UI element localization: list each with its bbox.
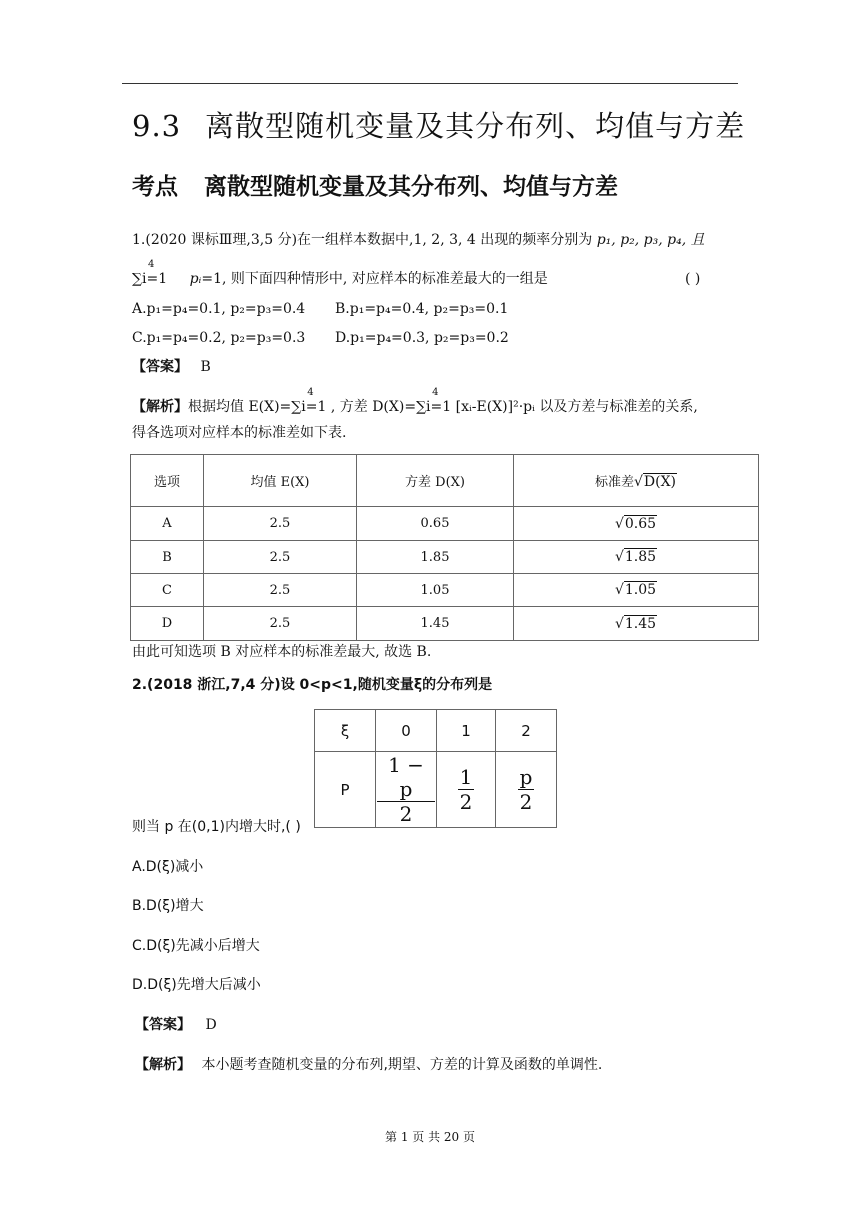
- q2-stem: 2.(2018 浙江,7,4 分)设 0<p<1,随机变量ξ的分布列是: [132, 677, 493, 693]
- th-std-radicand: D(X): [643, 474, 677, 490]
- analysis-text2: , 方差 D(X)=: [326, 399, 417, 415]
- cell-std: [514, 541, 759, 574]
- table-row: [131, 574, 759, 607]
- q1-option-b: B.p₁=p₄=0.4, p₂=p₃=0.1: [335, 301, 509, 317]
- section-title: 离散型随机变量及其分布列、均值与方差: [205, 109, 746, 143]
- answer-label: 【答案】: [132, 359, 188, 375]
- distribution-table: [314, 709, 557, 828]
- std-table: [130, 454, 759, 641]
- q2-answer: [135, 1016, 217, 1034]
- cell-mean: 2.5: [204, 574, 357, 607]
- std-radicand: 1.85: [624, 549, 657, 565]
- q2-option-d: D.D(ξ)先增大后减小: [132, 977, 261, 993]
- q2-option-b: B.D(ξ)增大: [132, 898, 204, 914]
- q1-analysis-line2: 得各选项对应样本的标准差如下表.: [132, 425, 347, 441]
- page-title: [132, 104, 745, 145]
- cell-std: [514, 607, 759, 641]
- fraction: [518, 765, 535, 814]
- cell-variance: 1.05: [357, 574, 514, 607]
- answer-label: 【答案】: [135, 1017, 191, 1033]
- q1-stem-text2: =1, 则下面四种情形中, 对应样本的标准差最大的一组是: [201, 271, 548, 287]
- cell-variance: 1.85: [357, 541, 514, 574]
- q2-option-c: C.D(ξ)先减小后增大: [132, 938, 260, 954]
- table-row: [131, 607, 759, 641]
- header-rule: [122, 83, 738, 84]
- analysis-label: 【解析】: [132, 399, 188, 415]
- dist-xi: ξ: [315, 710, 376, 752]
- fraction: [458, 765, 475, 814]
- table-row: [131, 541, 759, 574]
- dist-p-label: P: [315, 752, 376, 828]
- q1-answer: [132, 358, 211, 376]
- sqrt-symbol: √1.85: [614, 549, 657, 565]
- dist-header-row: [315, 710, 557, 752]
- topic-text: 离散型随机变量及其分布列、均值与方差: [204, 174, 618, 200]
- q2-analysis: [135, 1056, 602, 1074]
- dist-prob: [437, 752, 496, 828]
- th-option: 选项: [131, 455, 204, 507]
- frac-den: 2: [399, 802, 413, 826]
- std-radicand: 1.45: [624, 615, 657, 632]
- fraction: [377, 753, 435, 826]
- cell-mean: 2.5: [204, 541, 357, 574]
- var-sum: [416, 387, 452, 416]
- q1-conclusion: 由此可知选项 B 对应样本的标准差最大, 故选 B.: [132, 644, 432, 660]
- frac-den: 2: [459, 790, 473, 814]
- pi-var: pᵢ: [189, 271, 202, 287]
- frac-num: p: [519, 765, 533, 789]
- th-std: [514, 455, 759, 507]
- sum-sign: ∑i=1: [416, 399, 452, 415]
- q1-stem-vars: p₁, p₂, p₃, p₄, 且: [596, 232, 705, 248]
- cell-variance: 1.45: [357, 607, 514, 641]
- th-variance: 方差 D(X): [357, 455, 514, 507]
- frac-den: 2: [519, 790, 533, 814]
- sqrt-symbol: √0.65: [614, 515, 657, 532]
- cell-option: A: [131, 507, 204, 541]
- dist-value: 1: [437, 710, 496, 752]
- dist-prob: [496, 752, 557, 828]
- topic-heading: [132, 168, 618, 201]
- sum-sign: ∑i=1: [132, 271, 168, 287]
- cell-option: C: [131, 574, 204, 607]
- frac-num: 1 − p: [377, 753, 435, 802]
- cell-option: D: [131, 607, 204, 641]
- q1-stem-line2: [132, 259, 548, 288]
- dist-prob: [376, 752, 437, 828]
- answer-value: B: [200, 359, 211, 375]
- table-header-row: [131, 455, 759, 507]
- sqrt-symbol: √1.45: [614, 615, 657, 632]
- dist-prob-row: [315, 752, 557, 828]
- table-row: [131, 507, 759, 541]
- analysis-text: 本小题考查随机变量的分布列,期望、方差的计算及函数的单调性.: [201, 1057, 603, 1073]
- cell-std: [514, 507, 759, 541]
- sum-upper: 4: [307, 387, 314, 398]
- section-number: 9.3: [132, 109, 182, 143]
- cell-mean: 2.5: [204, 507, 357, 541]
- topic-key: 考点: [132, 174, 178, 200]
- sum-upper: 4: [432, 387, 439, 398]
- cell-std: [514, 574, 759, 607]
- analysis-label: 【解析】: [135, 1057, 191, 1073]
- q1-stem-text: 1.(2020 课标Ⅲ理,3,5 分)在一组样本数据中,1, 2, 3, 4 出现的频率分别为: [132, 232, 593, 248]
- cell-mean: 2.5: [204, 607, 357, 641]
- q1-paren: ( ): [685, 271, 701, 287]
- q1-analysis-line1: [132, 387, 698, 416]
- std-radicand: 0.65: [624, 515, 657, 532]
- cell-variance: 0.65: [357, 507, 514, 541]
- q1-option-d: D.p₁=p₄=0.3, p₂=p₃=0.2: [335, 330, 509, 346]
- q2-question: 则当 p 在(0,1)内增大时,( ): [132, 819, 301, 835]
- q2-option-a: A.D(ξ)减小: [132, 859, 204, 875]
- q1-option-a: A.p₁=p₄=0.1, p₂=p₃=0.4: [132, 301, 306, 317]
- analysis-text3: [xᵢ-E(X)]²·pᵢ 以及方差与标准差的关系,: [451, 399, 698, 415]
- page-footer: 第 1 页 共 20 页: [385, 1130, 475, 1144]
- th-std-label: 标准差: [594, 475, 634, 490]
- th-mean: 均值 E(X): [204, 455, 357, 507]
- sum-sign: ∑i=1: [291, 399, 327, 415]
- sqrt-symbol: √1.05: [614, 582, 657, 598]
- std-radicand: 1.05: [624, 582, 657, 598]
- q1-option-c: C.p₁=p₄=0.2, p₂=p₃=0.3: [132, 330, 306, 346]
- sqrt-symbol: √D(X): [633, 474, 677, 490]
- q1-stem-line1: [132, 231, 705, 249]
- dist-value: 0: [376, 710, 437, 752]
- dist-value: 2: [496, 710, 557, 752]
- mean-sum: [291, 387, 327, 416]
- sum-upper: 4: [148, 259, 155, 270]
- frac-num: 1: [459, 765, 473, 789]
- analysis-text1: 根据均值 E(X)=: [188, 399, 292, 415]
- answer-value: D: [205, 1017, 217, 1033]
- cell-option: B: [131, 541, 204, 574]
- q1-sum: [132, 259, 168, 288]
